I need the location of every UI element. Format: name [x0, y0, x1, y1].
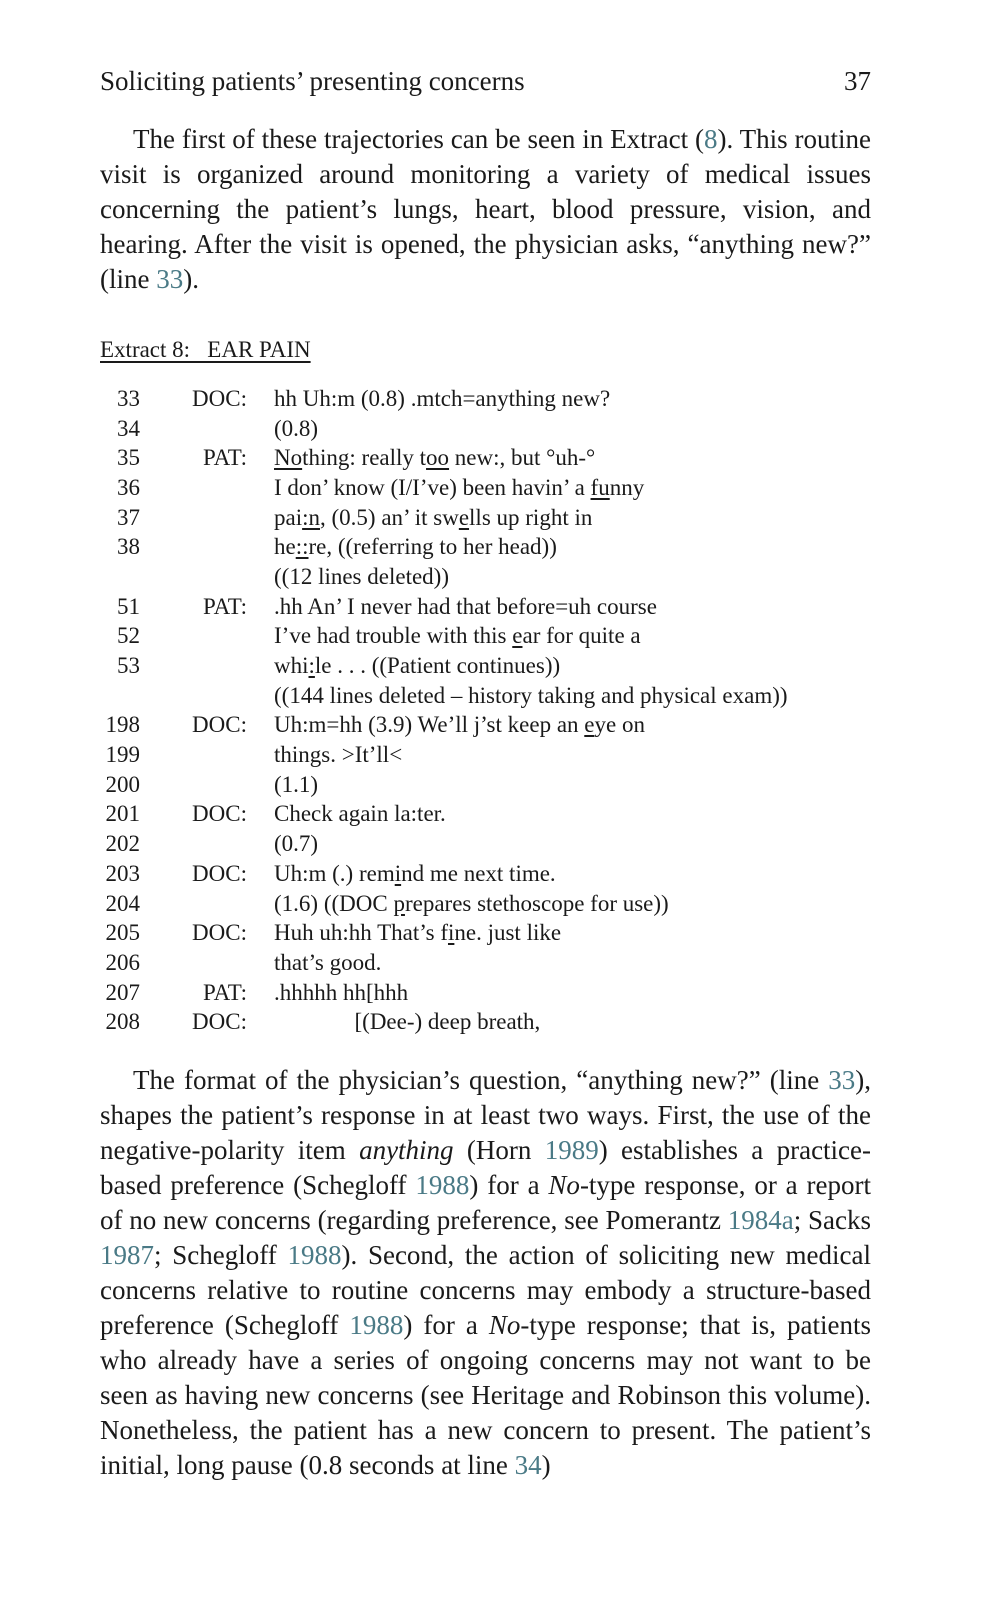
transcript-line	[100, 384, 900, 414]
utterance-text: nny	[609, 474, 645, 500]
utterance-text: he	[274, 534, 296, 560]
transcript-line	[100, 473, 900, 503]
transcript-line	[100, 918, 900, 948]
body-text: ; Schegloff	[154, 1240, 288, 1270]
body-text: )	[541, 1450, 551, 1480]
stressed-text: No	[274, 445, 303, 471]
utterance	[274, 564, 449, 590]
utterance-text: (0.8)	[274, 415, 319, 441]
transcript-line	[100, 800, 900, 830]
utterance-text: whi	[274, 653, 309, 679]
body-text: ) for a	[469, 1170, 549, 1200]
utterance	[274, 920, 561, 946]
transcript-line	[100, 414, 900, 444]
citation-link[interactable]: 1988	[349, 1310, 404, 1340]
utterance-text: pai	[274, 504, 303, 530]
line-number: 33	[117, 385, 140, 411]
stressed-text: :n	[302, 504, 320, 530]
transcript-line	[100, 740, 900, 770]
stressed-text: p	[393, 890, 405, 916]
speaker-label: DOC:	[192, 712, 247, 738]
utterance	[274, 475, 644, 501]
line-number: 202	[105, 831, 140, 857]
transcript-line	[100, 562, 900, 592]
utterance-text: [(Dee-) deep breath,	[274, 1009, 541, 1035]
utterance-text: ye on	[594, 712, 645, 738]
utterance-text: ne. just like	[454, 920, 562, 946]
utterance-text: (0.7)	[274, 831, 319, 857]
line-number: 201	[105, 801, 140, 827]
line-number: 51	[117, 593, 140, 619]
utterance	[274, 891, 669, 917]
body-text: -type response; that is, patients who already have a series of ongoing concerns may not want to be seen as having new concerns (see Heritage and Robinson this volume). Nonetheless, the patient has a new concern to present. The patient’s initial, long pause (0.8 seconds at line	[100, 1310, 871, 1480]
utterance	[274, 445, 595, 471]
intro-paragraph	[100, 122, 871, 297]
line-number: 198	[105, 712, 140, 738]
italic-term: No	[488, 1310, 521, 1340]
speaker-label: DOC:	[192, 920, 247, 946]
transcript-line	[100, 948, 900, 978]
line-number: 37	[117, 504, 140, 530]
transcript-line	[100, 859, 900, 889]
extract-ref-link[interactable]: 8	[704, 124, 718, 154]
italic-term: anything	[359, 1135, 454, 1165]
line-number: 204	[105, 890, 140, 916]
speaker-label: DOC:	[192, 385, 247, 411]
speaker-label: DOC:	[192, 801, 247, 827]
utterance-text: .hhhhh hh[hhh	[274, 979, 409, 1005]
line-number: 200	[105, 771, 140, 797]
utterance-text: hh Uh:m (0.8) .mtch=anything new?	[274, 385, 611, 411]
line-number: 35	[117, 445, 140, 471]
utterance-text: new:, but °uh-°	[449, 445, 596, 471]
utterance	[274, 386, 610, 412]
transcript-line	[100, 889, 900, 919]
utterance	[274, 712, 645, 738]
intro-text-3: ).	[183, 264, 199, 294]
transcript-line	[100, 532, 900, 562]
utterance	[274, 801, 446, 827]
stressed-text: e	[512, 623, 523, 649]
body-text: ). Second, the action of soliciting new medical concerns relative to routine concerns may embody a structure-based preference (Schegloff	[100, 1240, 872, 1340]
stressed-text: :	[308, 653, 315, 679]
utterance	[274, 534, 557, 560]
body-paragraph	[100, 1063, 871, 1483]
body-text: ) establishes a practice-based preference (Schegloff	[100, 1135, 872, 1200]
citation-link[interactable]: 1984a	[727, 1205, 794, 1235]
utterance	[274, 950, 381, 976]
running-head	[100, 64, 871, 98]
italic-term: No	[548, 1170, 580, 1200]
transcript-line	[100, 829, 900, 859]
utterance-text: lls up right in	[469, 504, 593, 530]
utterance-text: le . . . ((Patient continues))	[314, 653, 561, 679]
body-text: ), shapes the patient’s response in at least two ways. First, the use of the negative-polarity item	[100, 1065, 871, 1165]
transcript-line	[100, 770, 900, 800]
intro-text-1: The first of these trajectories can be seen in Extract (	[133, 124, 705, 154]
utterance-text: things. >It’ll<	[274, 742, 403, 768]
line-number: 53	[117, 653, 140, 679]
line-number: 38	[117, 534, 140, 560]
line-number: 208	[105, 1009, 140, 1035]
extract-heading: Extract 8: EAR PAIN	[100, 337, 311, 362]
transcript-line	[100, 978, 900, 1008]
utterance-text: .hh An’ I never had that before=uh course	[274, 593, 657, 619]
citation-link[interactable]: 1989	[544, 1135, 599, 1165]
stressed-text: oo	[426, 445, 450, 471]
utterance-text: Huh uh:hh That’s f	[274, 920, 448, 946]
line-number: 207	[105, 979, 140, 1005]
page-number: 37	[844, 66, 871, 96]
speaker-label: DOC:	[192, 1009, 247, 1035]
line-number: 52	[117, 623, 140, 649]
line-number: 205	[105, 920, 140, 946]
utterance-text: that’s good.	[274, 949, 382, 975]
stressed-text: e	[584, 712, 595, 738]
speaker-label: DOC:	[192, 860, 247, 886]
transcript-line	[100, 681, 900, 711]
body-text: The format of the physician’s question, “anything new?” (line	[133, 1065, 829, 1095]
citation-link[interactable]: 1988	[415, 1170, 470, 1200]
body-text: ; Sacks	[793, 1205, 871, 1235]
transcript-line	[100, 622, 900, 652]
utterance-text: repares stethoscope for use))	[404, 890, 669, 916]
transcript-line	[100, 651, 900, 681]
line-number: 203	[105, 860, 140, 886]
line-ref-link[interactable]: 33	[828, 1065, 856, 1095]
utterance	[274, 653, 560, 679]
transcript-line	[100, 711, 900, 741]
transcript-line	[100, 592, 900, 622]
utterance	[274, 861, 556, 887]
speaker-label: PAT:	[202, 593, 247, 619]
speaker-label: PAT:	[202, 445, 247, 471]
line-number: 206	[105, 949, 140, 975]
intro-text-2: ). This routine visit is organized around monitoring a variety of medical issues concerning the patient’s lungs, heart, blood pressure, vision, and hearing. After the visit is opened, the physician asks, “anything new?” (line	[100, 124, 872, 294]
stressed-text: e	[458, 504, 470, 530]
utterance-text: ((144 lines deleted – history taking and physical exam))	[274, 682, 788, 708]
utterance	[274, 683, 788, 709]
utterance-text: ar for quite a	[522, 623, 641, 649]
utterance	[274, 831, 318, 857]
utterance-text: Uh:m (.) rem	[274, 860, 395, 886]
transcript-line	[100, 443, 900, 473]
utterance-text: I’ve had trouble with this	[274, 623, 513, 649]
stressed-text: i	[394, 860, 402, 886]
utterance	[274, 623, 641, 649]
line-ref-link[interactable]: 34	[514, 1450, 542, 1480]
utterance	[274, 742, 402, 768]
line-number: 34	[117, 415, 140, 441]
line-number: 36	[117, 474, 140, 500]
utterance	[274, 505, 592, 531]
utterance-text: Uh:m=hh (3.9) We’ll j’st keep an	[274, 712, 585, 738]
utterance-text: (1.6) ((DOC	[274, 890, 394, 916]
line-ref-link[interactable]: 33	[156, 264, 184, 294]
utterance-text: (1.1)	[274, 771, 319, 797]
transcript-line	[100, 1007, 900, 1037]
body-text: ) for a	[403, 1310, 489, 1340]
line-number: 199	[105, 742, 140, 768]
utterance	[274, 594, 657, 620]
utterance	[274, 772, 318, 798]
transcript-line	[100, 503, 900, 533]
utterance-text: re, ((referring to her head))	[308, 534, 557, 560]
stressed-text: ::	[295, 534, 309, 560]
utterance-text: nd me next time.	[401, 860, 556, 886]
utterance	[274, 980, 408, 1006]
utterance-text: Check again la:ter.	[274, 801, 446, 827]
citation-link[interactable]: 1988	[287, 1240, 342, 1270]
stressed-text: i	[447, 920, 455, 946]
running-title: Soliciting patients’ presenting concerns	[100, 66, 525, 96]
utterance-text: thing: really t	[302, 445, 427, 471]
utterance-text: ((12 lines deleted))	[274, 563, 449, 589]
stressed-text: fu	[590, 474, 610, 500]
body-text: -type response, or a report of no new concerns (regarding preference, see Pomerantz	[100, 1170, 871, 1235]
utterance	[274, 416, 318, 442]
speaker-label: PAT:	[202, 979, 247, 1005]
citation-link[interactable]: 1987	[100, 1240, 154, 1270]
body-text: (Horn	[453, 1135, 545, 1165]
utterance-text: I don’ know (I/I’ve) been havin’ a	[274, 474, 591, 500]
utterance	[274, 1009, 540, 1035]
utterance-text: , (0.5) an’ it sw	[320, 504, 459, 530]
transcript	[100, 384, 900, 1037]
